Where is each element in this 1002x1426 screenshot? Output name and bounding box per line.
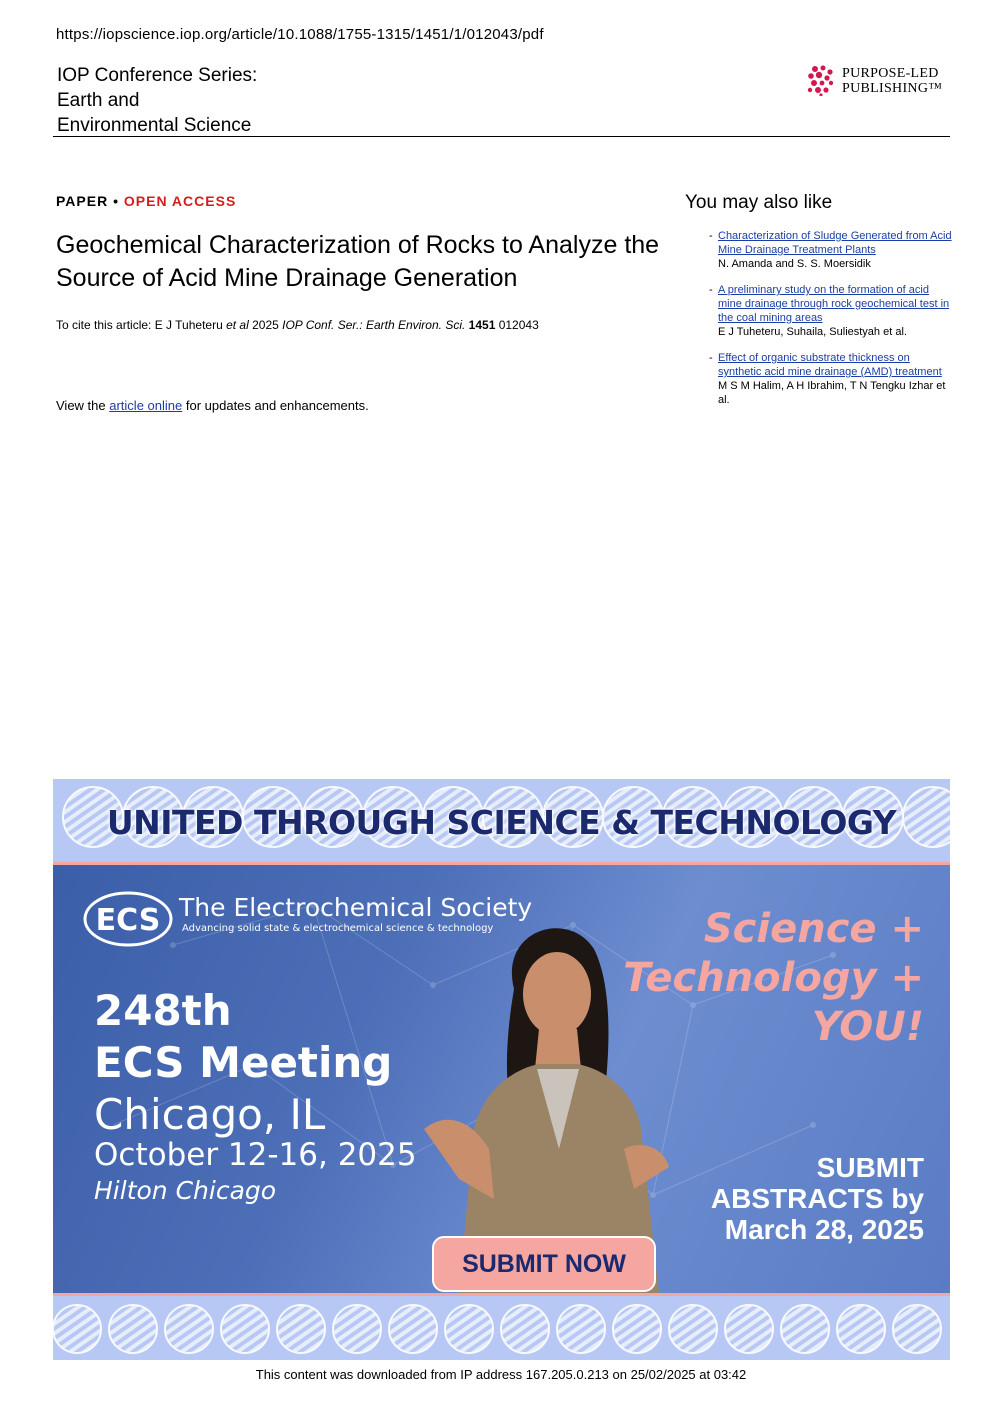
meeting-city: Chicago, IL: [94, 1090, 326, 1139]
slogan: [623, 905, 924, 1052]
cite-prefix: To cite this article: E J Tuheteru: [56, 318, 227, 332]
ecs-badge-text: ECS: [95, 903, 161, 938]
publisher-logo-icon: [806, 64, 836, 96]
deadline-line-2: ABSTRACTS by: [710, 1183, 924, 1214]
society-name: The Electrochemical Society: [179, 893, 533, 922]
citation: [56, 318, 539, 332]
meeting-dates: October 12-16, 2025: [94, 1137, 417, 1173]
banner-headline: UNITED THROUGH SCIENCE & TECHNOLOGY: [106, 803, 897, 842]
society-tagline: Advancing solid state & electrochemical science & technology: [182, 923, 494, 934]
view-prefix: View the: [56, 398, 110, 413]
meeting-number: 248th: [94, 986, 232, 1035]
view-online-line: [56, 398, 369, 413]
deadline-line-1: SUBMIT: [816, 1152, 924, 1183]
header-divider: [53, 136, 950, 137]
paper-label: PAPER: [56, 193, 109, 209]
cite-year: 2025: [248, 318, 283, 332]
related-heading: You may also like: [685, 192, 833, 213]
open-access-badge: OPEN ACCESS: [123, 193, 237, 209]
series-line-2: Earth and: [57, 90, 140, 111]
banner-bottom-band: [53, 1293, 950, 1360]
deadline-line-3: March 28, 2025: [724, 1214, 924, 1245]
cite-article: 012043: [495, 318, 539, 332]
related-link-2[interactable]: A preliminary study on the formation of acid mine drainage through rock geochemical test in the coal mining areas: [718, 284, 950, 324]
slogan-line-2: Technology +: [623, 955, 924, 1001]
related-item: - A preliminary study on the formation of acid mine drainage through rock geochemical test in the coal mining areas E J Tuheteru, Suhaila, Suliestyah et al.: [709, 283, 954, 339]
related-item: - Effect of organic substrate thickness on synthetic acid mine drainage (AMD) treatment M S M Halim, A H Ibrahim, T N Tengku Izhar et al.: [709, 351, 954, 407]
article-online-link[interactable]: article online: [109, 398, 183, 413]
publisher-logo: [806, 64, 956, 100]
type-separator: •: [108, 193, 124, 209]
slogan-line-1: Science +: [703, 906, 924, 952]
publisher-name-1: PURPOSE-LED: [842, 66, 939, 81]
banner-divider-bottom: [53, 1293, 950, 1296]
circle-pattern-bottom: [53, 1293, 950, 1360]
series-line-1: IOP Conference Series:: [57, 65, 258, 86]
view-suffix: for updates and enhancements.: [182, 398, 369, 413]
slogan-line-3: YOU!: [811, 1004, 924, 1050]
article-title: Geochemical Characterization of Rocks to Analyze the Source of Acid Mine Drainage Generation: [56, 231, 660, 292]
cite-etal: et al: [226, 318, 249, 332]
series-line-3: Environmental Science: [57, 115, 252, 136]
journal-series: [57, 63, 257, 138]
submit-now-button[interactable]: SUBMIT NOW: [432, 1236, 656, 1292]
source-url: https://iopscience.iop.org/article/10.1088/1755-1315/1451/1/012043/pdf: [56, 26, 544, 43]
ecs-logo-icon: [83, 891, 173, 947]
download-notice: This content was downloaded from IP address 167.205.0.213 on 25/02/2025 at 03:42: [255, 1367, 747, 1382]
meeting-name: ECS Meeting: [94, 1038, 393, 1087]
ecs-advertisement[interactable]: [53, 779, 950, 1360]
abstract-deadline: [711, 1152, 924, 1245]
related-authors-3: M S M Halim, A H Ibrahim, T N Tengku Izhar et al.: [718, 380, 946, 406]
article-type: [56, 193, 236, 209]
related-link-3[interactable]: Effect of organic substrate thickness on synthetic acid mine drainage (AMD) treatment: [718, 352, 942, 378]
related-authors-2: E J Tuheteru, Suhaila, Suliestyah et al.: [718, 326, 907, 338]
cite-journal: IOP Conf. Ser.: Earth Environ. Sci.: [282, 318, 466, 332]
related-authors-1: N. Amanda and S. S. Moersidik: [718, 258, 871, 270]
related-item: - Characterization of Sludge Generated from Acid Mine Drainage Treatment Plants N. Amanda and S. S. Moersidik: [709, 229, 954, 271]
related-link-1[interactable]: Characterization of Sludge Generated from Acid Mine Drainage Treatment Plants: [718, 230, 952, 256]
meeting-venue: Hilton Chicago: [94, 1176, 277, 1205]
cite-volume: 1451: [468, 318, 496, 332]
publisher-name-2: PUBLISHING™: [842, 81, 943, 96]
